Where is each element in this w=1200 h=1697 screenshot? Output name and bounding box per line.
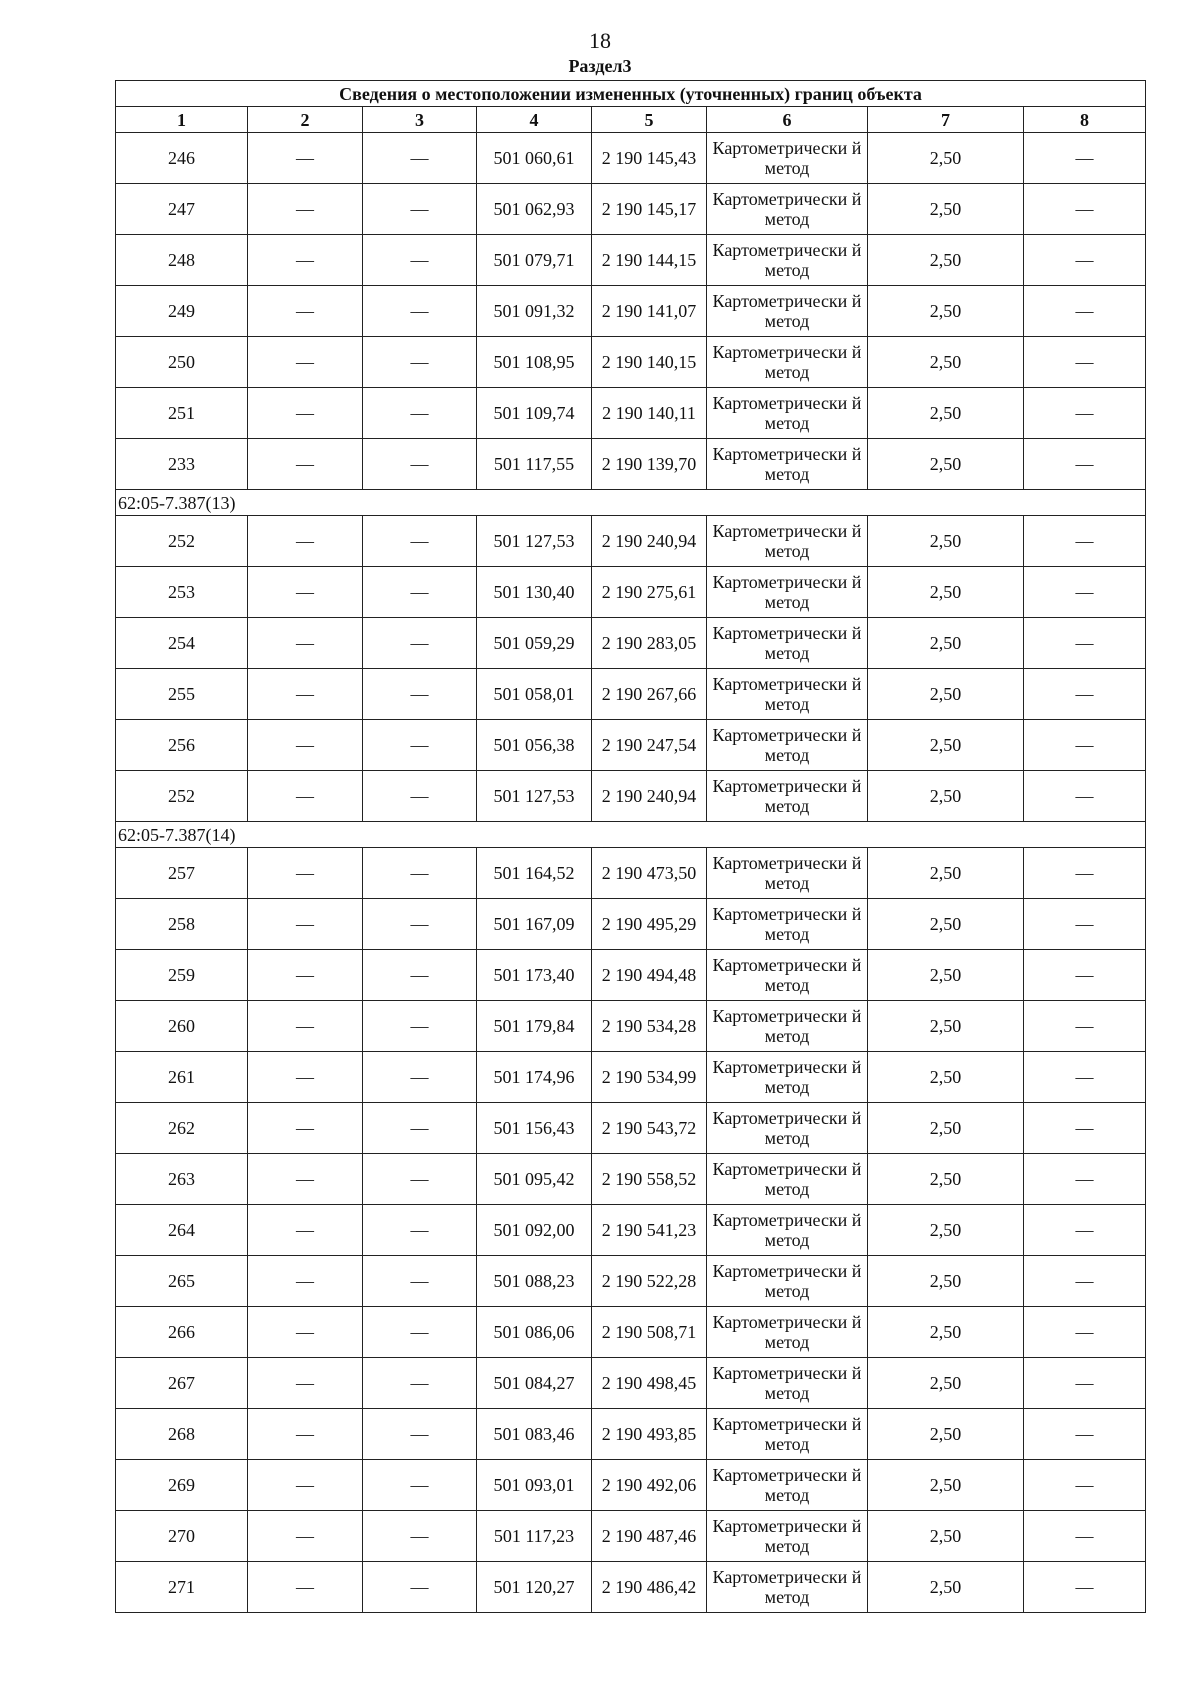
y-coordinate-cell: 2 190 283,05 — [592, 618, 707, 669]
method-cell: Картометрически й метод — [707, 771, 868, 822]
x-coordinate-cell: 501 173,40 — [477, 950, 592, 1001]
point-number-cell: 263 — [116, 1154, 248, 1205]
table-row — [116, 1256, 1146, 1307]
dash-cell: — — [248, 618, 363, 669]
point-number-cell: 270 — [116, 1511, 248, 1562]
point-number-cell: 257 — [116, 848, 248, 899]
y-coordinate-cell: 2 190 140,15 — [592, 337, 707, 388]
x-coordinate-cell: 501 164,52 — [477, 848, 592, 899]
group-label: 62:05-7.387(14) — [116, 822, 1146, 848]
dash-cell: — — [363, 133, 477, 184]
dash-cell: — — [248, 771, 363, 822]
dash-cell: — — [363, 388, 477, 439]
table-row — [116, 1052, 1146, 1103]
method-cell: Картометрически й метод — [707, 567, 868, 618]
y-coordinate-cell: 2 190 492,06 — [592, 1460, 707, 1511]
point-number-cell: 247 — [116, 184, 248, 235]
dash-cell: — — [363, 1358, 477, 1409]
dash-cell: — — [248, 388, 363, 439]
point-number-cell: 254 — [116, 618, 248, 669]
x-coordinate-cell: 501 127,53 — [477, 771, 592, 822]
method-cell: Картометрически й метод — [707, 1511, 868, 1562]
method-cell: Картометрически й метод — [707, 133, 868, 184]
table-row — [116, 899, 1146, 950]
method-cell: Картометрически й метод — [707, 337, 868, 388]
x-coordinate-cell: 501 056,38 — [477, 720, 592, 771]
dash-cell: — — [1024, 1103, 1146, 1154]
dash-cell: — — [1024, 1205, 1146, 1256]
method-cell: Картометрически й метод — [707, 286, 868, 337]
dash-cell: — — [363, 1511, 477, 1562]
method-cell: Картометрически й метод — [707, 1562, 868, 1613]
dash-cell: — — [363, 771, 477, 822]
method-cell: Картометрически й метод — [707, 848, 868, 899]
column-number: 2 — [248, 107, 363, 133]
dash-cell: — — [248, 286, 363, 337]
dash-cell: — — [248, 184, 363, 235]
accuracy-cell: 2,50 — [868, 848, 1024, 899]
table-row — [116, 1307, 1146, 1358]
table-row — [116, 439, 1146, 490]
dash-cell: — — [363, 848, 477, 899]
x-coordinate-cell: 501 092,00 — [477, 1205, 592, 1256]
column-number: 6 — [707, 107, 868, 133]
dash-cell: — — [1024, 133, 1146, 184]
method-cell: Картометрически й метод — [707, 1358, 868, 1409]
accuracy-cell: 2,50 — [868, 1154, 1024, 1205]
dash-cell: — — [1024, 337, 1146, 388]
method-cell: Картометрически й метод — [707, 516, 868, 567]
dash-cell: — — [248, 1154, 363, 1205]
dash-cell: — — [363, 1001, 477, 1052]
dash-cell: — — [363, 950, 477, 1001]
table-title-row — [116, 81, 1146, 107]
dash-cell: — — [1024, 618, 1146, 669]
boundary-table — [115, 80, 1146, 1613]
y-coordinate-cell: 2 190 534,28 — [592, 1001, 707, 1052]
x-coordinate-cell: 501 117,23 — [477, 1511, 592, 1562]
dash-cell: — — [1024, 1409, 1146, 1460]
method-cell: Картометрически й метод — [707, 1205, 868, 1256]
y-coordinate-cell: 2 190 558,52 — [592, 1154, 707, 1205]
point-number-cell: 268 — [116, 1409, 248, 1460]
point-number-cell: 271 — [116, 1562, 248, 1613]
accuracy-cell: 2,50 — [868, 1409, 1024, 1460]
x-coordinate-cell: 501 084,27 — [477, 1358, 592, 1409]
y-coordinate-cell: 2 190 141,07 — [592, 286, 707, 337]
dash-cell: — — [363, 899, 477, 950]
dash-cell: — — [363, 235, 477, 286]
y-coordinate-cell: 2 190 240,94 — [592, 516, 707, 567]
column-number: 3 — [363, 107, 477, 133]
dash-cell: — — [248, 669, 363, 720]
dash-cell: — — [1024, 1358, 1146, 1409]
point-number-cell: 266 — [116, 1307, 248, 1358]
dash-cell: — — [248, 1205, 363, 1256]
y-coordinate-cell: 2 190 240,94 — [592, 771, 707, 822]
table-row — [116, 235, 1146, 286]
dash-cell: — — [363, 337, 477, 388]
dash-cell: — — [1024, 1460, 1146, 1511]
x-coordinate-cell: 501 167,09 — [477, 899, 592, 950]
x-coordinate-cell: 501 095,42 — [477, 1154, 592, 1205]
y-coordinate-cell: 2 190 494,48 — [592, 950, 707, 1001]
dash-cell: — — [248, 1103, 363, 1154]
dash-cell: — — [363, 720, 477, 771]
dash-cell: — — [363, 1562, 477, 1613]
dash-cell: — — [1024, 669, 1146, 720]
point-number-cell: 251 — [116, 388, 248, 439]
point-number-cell: 252 — [116, 516, 248, 567]
x-coordinate-cell: 501 120,27 — [477, 1562, 592, 1613]
dash-cell: — — [363, 1154, 477, 1205]
x-coordinate-cell: 501 079,71 — [477, 235, 592, 286]
dash-cell: — — [248, 1052, 363, 1103]
dash-cell: — — [248, 848, 363, 899]
table-title: Сведения о местоположении измененных (уточненных) границ объекта — [116, 81, 1146, 107]
table-row — [116, 618, 1146, 669]
table-row — [116, 1460, 1146, 1511]
table-row — [116, 1562, 1146, 1613]
accuracy-cell: 2,50 — [868, 1205, 1024, 1256]
table-body — [116, 81, 1146, 1613]
dash-cell: — — [1024, 848, 1146, 899]
x-coordinate-cell: 501 083,46 — [477, 1409, 592, 1460]
accuracy-cell: 2,50 — [868, 439, 1024, 490]
method-cell: Картометрически й метод — [707, 669, 868, 720]
dash-cell: — — [248, 1562, 363, 1613]
point-number-cell: 252 — [116, 771, 248, 822]
dash-cell: — — [363, 516, 477, 567]
dash-cell: — — [1024, 567, 1146, 618]
dash-cell: — — [363, 439, 477, 490]
dash-cell: — — [1024, 1562, 1146, 1613]
dash-cell: — — [1024, 1256, 1146, 1307]
accuracy-cell: 2,50 — [868, 567, 1024, 618]
y-coordinate-cell: 2 190 495,29 — [592, 899, 707, 950]
table-row — [116, 388, 1146, 439]
method-cell: Картометрически й метод — [707, 1052, 868, 1103]
y-coordinate-cell: 2 190 275,61 — [592, 567, 707, 618]
table-row — [116, 1205, 1146, 1256]
dash-cell: — — [248, 1001, 363, 1052]
dash-cell: — — [363, 1103, 477, 1154]
column-numbers-row — [116, 107, 1146, 133]
table-row — [116, 567, 1146, 618]
accuracy-cell: 2,50 — [868, 771, 1024, 822]
y-coordinate-cell: 2 190 247,54 — [592, 720, 707, 771]
y-coordinate-cell: 2 190 267,66 — [592, 669, 707, 720]
y-coordinate-cell: 2 190 508,71 — [592, 1307, 707, 1358]
table-row — [116, 337, 1146, 388]
y-coordinate-cell: 2 190 493,85 — [592, 1409, 707, 1460]
group-label: 62:05-7.387(13) — [116, 490, 1146, 516]
table-row — [116, 516, 1146, 567]
point-number-cell: 262 — [116, 1103, 248, 1154]
dash-cell: — — [248, 1256, 363, 1307]
point-number-cell: 253 — [116, 567, 248, 618]
dash-cell: — — [363, 1052, 477, 1103]
method-cell: Картометрически й метод — [707, 235, 868, 286]
method-cell: Картометрически й метод — [707, 184, 868, 235]
point-number-cell: 255 — [116, 669, 248, 720]
accuracy-cell: 2,50 — [868, 1358, 1024, 1409]
group-header-row — [116, 822, 1146, 848]
column-number: 4 — [477, 107, 592, 133]
dash-cell: — — [1024, 720, 1146, 771]
dash-cell: — — [248, 720, 363, 771]
dash-cell: — — [1024, 516, 1146, 567]
method-cell: Картометрически й метод — [707, 950, 868, 1001]
y-coordinate-cell: 2 190 498,45 — [592, 1358, 707, 1409]
method-cell: Картометрически й метод — [707, 1460, 868, 1511]
method-cell: Картометрически й метод — [707, 388, 868, 439]
dash-cell: — — [1024, 1052, 1146, 1103]
dash-cell: — — [1024, 388, 1146, 439]
accuracy-cell: 2,50 — [868, 618, 1024, 669]
column-number: 1 — [116, 107, 248, 133]
method-cell: Картометрически й метод — [707, 1256, 868, 1307]
dash-cell: — — [363, 286, 477, 337]
y-coordinate-cell: 2 190 139,70 — [592, 439, 707, 490]
accuracy-cell: 2,50 — [868, 899, 1024, 950]
x-coordinate-cell: 501 088,23 — [477, 1256, 592, 1307]
column-number: 5 — [592, 107, 707, 133]
method-cell: Картометрически й метод — [707, 1154, 868, 1205]
point-number-cell: 264 — [116, 1205, 248, 1256]
accuracy-cell: 2,50 — [868, 133, 1024, 184]
y-coordinate-cell: 2 190 486,42 — [592, 1562, 707, 1613]
dash-cell: — — [363, 184, 477, 235]
x-coordinate-cell: 501 093,01 — [477, 1460, 592, 1511]
x-coordinate-cell: 501 109,74 — [477, 388, 592, 439]
method-cell: Картометрически й метод — [707, 439, 868, 490]
dash-cell: — — [1024, 1511, 1146, 1562]
accuracy-cell: 2,50 — [868, 1052, 1024, 1103]
table-row — [116, 771, 1146, 822]
method-cell: Картометрически й метод — [707, 1001, 868, 1052]
dash-cell: — — [1024, 235, 1146, 286]
point-number-cell: 267 — [116, 1358, 248, 1409]
dash-cell: — — [363, 1307, 477, 1358]
accuracy-cell: 2,50 — [868, 235, 1024, 286]
section-title: Раздел3 — [568, 56, 632, 76]
table-row — [116, 669, 1146, 720]
column-number: 7 — [868, 107, 1024, 133]
dash-cell: — — [363, 1256, 477, 1307]
table-row — [116, 1409, 1146, 1460]
y-coordinate-cell: 2 190 145,17 — [592, 184, 707, 235]
y-coordinate-cell: 2 190 543,72 — [592, 1103, 707, 1154]
x-coordinate-cell: 501 108,95 — [477, 337, 592, 388]
dash-cell: — — [1024, 1001, 1146, 1052]
method-cell: Картометрически й метод — [707, 618, 868, 669]
column-number: 8 — [1024, 107, 1146, 133]
point-number-cell: 269 — [116, 1460, 248, 1511]
x-coordinate-cell: 501 086,06 — [477, 1307, 592, 1358]
accuracy-cell: 2,50 — [868, 337, 1024, 388]
y-coordinate-cell: 2 190 140,11 — [592, 388, 707, 439]
dash-cell: — — [1024, 899, 1146, 950]
dash-cell: — — [1024, 950, 1146, 1001]
dash-cell: — — [363, 567, 477, 618]
table-row — [116, 1154, 1146, 1205]
point-number-cell: 261 — [116, 1052, 248, 1103]
point-number-cell: 233 — [116, 439, 248, 490]
method-cell: Картометрически й метод — [707, 1103, 868, 1154]
x-coordinate-cell: 501 179,84 — [477, 1001, 592, 1052]
dash-cell: — — [363, 1460, 477, 1511]
point-number-cell: 265 — [116, 1256, 248, 1307]
x-coordinate-cell: 501 117,55 — [477, 439, 592, 490]
x-coordinate-cell: 501 130,40 — [477, 567, 592, 618]
dash-cell: — — [1024, 184, 1146, 235]
point-number-cell: 246 — [116, 133, 248, 184]
y-coordinate-cell: 2 190 473,50 — [592, 848, 707, 899]
y-coordinate-cell: 2 190 522,28 — [592, 1256, 707, 1307]
dash-cell: — — [248, 516, 363, 567]
dash-cell: — — [248, 1460, 363, 1511]
dash-cell: — — [363, 618, 477, 669]
dash-cell: — — [248, 567, 363, 618]
dash-cell: — — [363, 1409, 477, 1460]
accuracy-cell: 2,50 — [868, 720, 1024, 771]
accuracy-cell: 2,50 — [868, 1001, 1024, 1052]
x-coordinate-cell: 501 091,32 — [477, 286, 592, 337]
dash-cell: — — [1024, 1307, 1146, 1358]
point-number-cell: 259 — [116, 950, 248, 1001]
table-row — [116, 133, 1146, 184]
y-coordinate-cell: 2 190 145,43 — [592, 133, 707, 184]
dash-cell: — — [1024, 439, 1146, 490]
table-row — [116, 950, 1146, 1001]
table-row — [116, 848, 1146, 899]
x-coordinate-cell: 501 059,29 — [477, 618, 592, 669]
table-row — [116, 1001, 1146, 1052]
accuracy-cell: 2,50 — [868, 184, 1024, 235]
dash-cell: — — [1024, 771, 1146, 822]
accuracy-cell: 2,50 — [868, 1562, 1024, 1613]
dash-cell: — — [248, 133, 363, 184]
dash-cell: — — [248, 1358, 363, 1409]
method-cell: Картометрически й метод — [707, 720, 868, 771]
x-coordinate-cell: 501 174,96 — [477, 1052, 592, 1103]
accuracy-cell: 2,50 — [868, 286, 1024, 337]
x-coordinate-cell: 501 060,61 — [477, 133, 592, 184]
y-coordinate-cell: 2 190 487,46 — [592, 1511, 707, 1562]
page-number: 18 — [589, 28, 611, 53]
y-coordinate-cell: 2 190 144,15 — [592, 235, 707, 286]
accuracy-cell: 2,50 — [868, 388, 1024, 439]
accuracy-cell: 2,50 — [868, 1511, 1024, 1562]
dash-cell: — — [248, 1409, 363, 1460]
dash-cell: — — [248, 1307, 363, 1358]
method-cell: Картометрически й метод — [707, 1409, 868, 1460]
dash-cell: — — [248, 235, 363, 286]
x-coordinate-cell: 501 156,43 — [477, 1103, 592, 1154]
method-cell: Картометрически й метод — [707, 1307, 868, 1358]
x-coordinate-cell: 501 058,01 — [477, 669, 592, 720]
point-number-cell: 260 — [116, 1001, 248, 1052]
y-coordinate-cell: 2 190 534,99 — [592, 1052, 707, 1103]
table-row — [116, 1511, 1146, 1562]
dash-cell: — — [363, 669, 477, 720]
table-row — [116, 720, 1146, 771]
group-header-row — [116, 490, 1146, 516]
method-cell: Картометрически й метод — [707, 899, 868, 950]
dash-cell: — — [1024, 286, 1146, 337]
dash-cell: — — [248, 899, 363, 950]
table-row — [116, 286, 1146, 337]
point-number-cell: 248 — [116, 235, 248, 286]
accuracy-cell: 2,50 — [868, 1460, 1024, 1511]
dash-cell: — — [248, 439, 363, 490]
accuracy-cell: 2,50 — [868, 1103, 1024, 1154]
table-row — [116, 184, 1146, 235]
dash-cell: — — [1024, 1154, 1146, 1205]
point-number-cell: 258 — [116, 899, 248, 950]
table-row — [116, 1358, 1146, 1409]
y-coordinate-cell: 2 190 541,23 — [592, 1205, 707, 1256]
dash-cell: — — [248, 1511, 363, 1562]
point-number-cell: 256 — [116, 720, 248, 771]
x-coordinate-cell: 501 127,53 — [477, 516, 592, 567]
dash-cell: — — [248, 950, 363, 1001]
dash-cell: — — [363, 1205, 477, 1256]
point-number-cell: 249 — [116, 286, 248, 337]
table-row — [116, 1103, 1146, 1154]
accuracy-cell: 2,50 — [868, 950, 1024, 1001]
accuracy-cell: 2,50 — [868, 1307, 1024, 1358]
point-number-cell: 250 — [116, 337, 248, 388]
accuracy-cell: 2,50 — [868, 1256, 1024, 1307]
accuracy-cell: 2,50 — [868, 669, 1024, 720]
accuracy-cell: 2,50 — [868, 516, 1024, 567]
x-coordinate-cell: 501 062,93 — [477, 184, 592, 235]
dash-cell: — — [248, 337, 363, 388]
